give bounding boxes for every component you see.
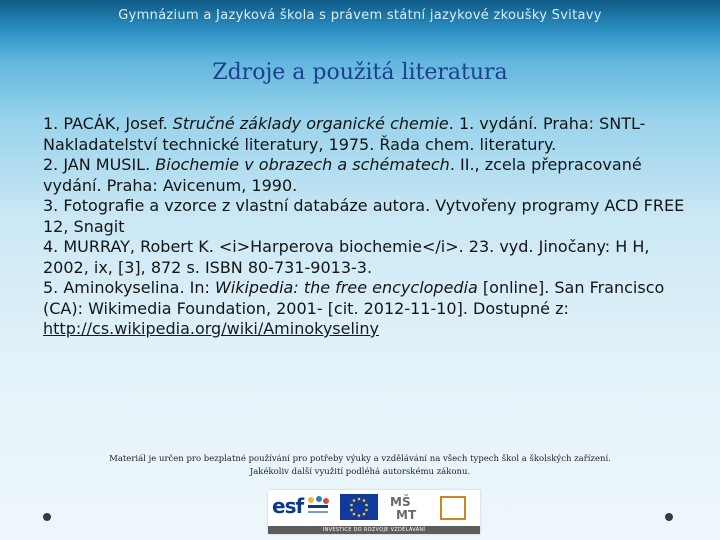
funding-logos xyxy=(268,490,480,534)
op-vk-logo-icon xyxy=(440,496,466,520)
reference-1-title: Stručné základy organické chemie xyxy=(172,114,449,133)
reference-4: 4. MURRAY, Robert K. <i>Harperova biochemie</i>. 23. vyd. Jinočany: H H, 2002, ix, [3], 872 s. ISBN 80-731-9013-3. xyxy=(43,237,650,277)
reference-5 xyxy=(43,278,693,340)
reference-1-author: 1. PACÁK, Josef. xyxy=(43,114,173,133)
slide-title: Zdroje a použitá literatura xyxy=(212,60,508,85)
msmt-logo-icon xyxy=(386,492,422,522)
reference-2 xyxy=(43,155,693,196)
reference-1-details: . 1. vydání. Praha: SNTL-Nakladatelství technické literatury, 1975. Řada chem. literatury. xyxy=(43,114,646,154)
svg-text:MT: MT xyxy=(396,508,417,522)
reference-list xyxy=(43,114,693,340)
esf-logo: esf xyxy=(272,494,304,518)
usage-note xyxy=(0,453,720,479)
left-bullet-dot xyxy=(43,513,51,521)
school-header: Gymnázium a Jazyková škola s právem státní jazykové zkoušky Svitavy xyxy=(118,8,602,23)
reference-1 xyxy=(43,114,693,155)
right-bullet-dot xyxy=(665,513,673,521)
reference-5-title: Wikipedia: the free encyclopedia xyxy=(214,278,478,297)
wikipedia-link[interactable]: http://cs.wikipedia.org/wiki/Aminokyseliny xyxy=(43,319,379,338)
reference-5-details: [online]. San Francisco (CA): Wikimedia Foundation, 2001- [cit. 2012-11-10]. Dostupné z: xyxy=(43,278,665,318)
svg-text:MŠ: MŠ xyxy=(390,495,411,509)
esf-people-icon xyxy=(304,494,332,520)
reference-2-author: 2. JAN MUSIL. xyxy=(43,155,156,174)
reference-5-prefix: 5. Aminokyselina. In: xyxy=(43,278,215,297)
reference-3: 3. Fotografie a vzorce z vlastní databáze autora. Vytvořeny programy ACD FREE 12, Snagit xyxy=(43,196,685,236)
reference-2-details: . II., zcela přepracované vydání. Praha: Avicenum, 1990. xyxy=(43,155,642,195)
reference-2-title: Biochemie v obrazech a schématech xyxy=(155,155,450,174)
logo-strip-caption: INVESTICE DO ROZVOJE VZDĚLÁVÁNÍ xyxy=(268,526,480,534)
usage-note-line-1: Materiál je určen pro bezplatné používání pro potřeby výuky a vzdělávání na všech typech škol a školských zařízení. xyxy=(109,454,611,464)
usage-note-line-2: Jakékoliv další využití podléhá autorskému zákonu. xyxy=(249,467,471,477)
eu-flag-icon xyxy=(340,494,378,520)
